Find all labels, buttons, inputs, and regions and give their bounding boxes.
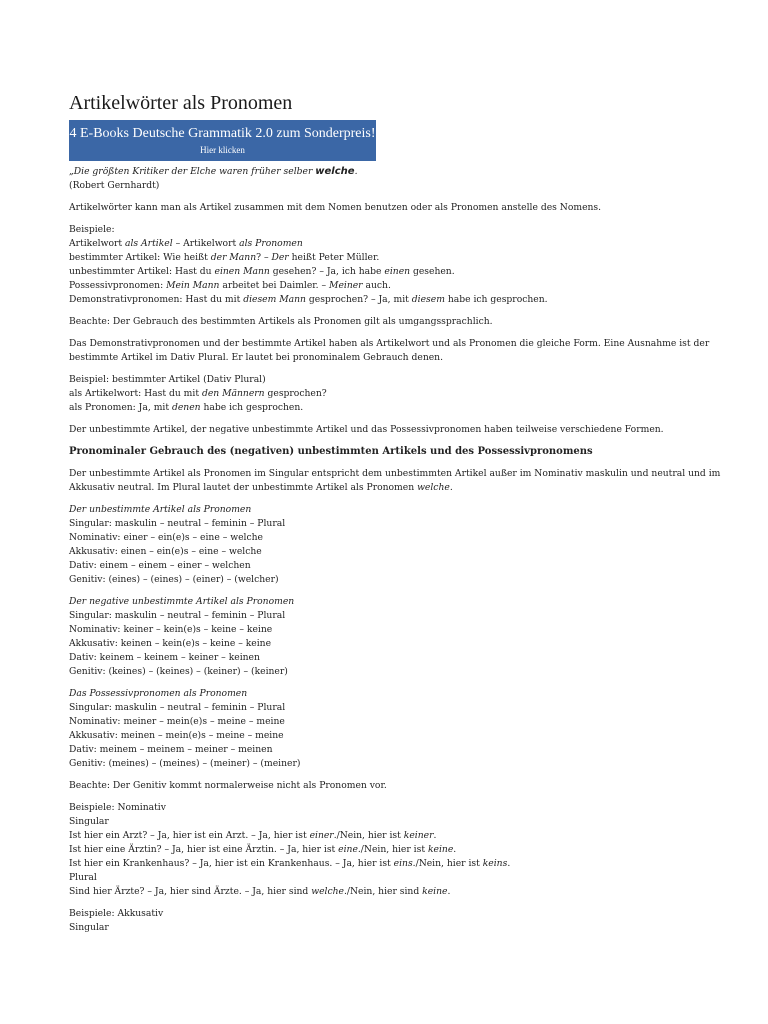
examples-block bbox=[69, 223, 699, 307]
table-row: Singular: maskulin – neutral – feminin – Plural bbox=[69, 610, 286, 621]
examples-accusative bbox=[69, 907, 699, 935]
table-row: Akkusativ: keinen – kein(e)s – keine – keine bbox=[69, 638, 272, 649]
table-row: Nominativ: einer – ein(e)s – eine – welche bbox=[69, 532, 263, 543]
table-row: Nominativ: keiner – kein(e)s – keine – keine bbox=[69, 624, 273, 635]
example-line: Demonstrativpronomen: Hast du mit diesem Mann gesprochen? – Ja, mit diesem habe ich gesprochen. bbox=[69, 294, 548, 305]
example-line: Possessivpronomen: Mein Mann arbeitet bei Daimler. – Meiner auch. bbox=[69, 280, 391, 291]
number-label: Plural bbox=[69, 872, 97, 883]
text-line: Der unbestimmte Artikel als Pronomen im Singular entspricht dem unbestimmten Artikel außer im Nominativ maskulin und neutral und im bbox=[69, 468, 721, 479]
note-genitive: Beachte: Der Genitiv kommt normalerweise nicht als Pronomen vor. bbox=[69, 780, 387, 791]
examples-heading: Beispiele: bbox=[69, 224, 115, 235]
banner-link[interactable]: Hier klicken bbox=[200, 145, 245, 155]
example-line: Ist hier ein Arzt? – Ja, hier ist ein Arzt. – Ja, hier ist einer./Nein, hier ist keiner. bbox=[69, 830, 437, 841]
table-row: Nominativ: meiner – mein(e)s – meine – meine bbox=[69, 716, 285, 727]
indefinite-intro: Der unbestimmte Artikel, der negative unbestimmte Artikel und das Possessivpronomen haben teilweise verschiedene Formen. bbox=[69, 424, 664, 435]
table-row: Dativ: meinem – meinem – meiner – meinen bbox=[69, 744, 273, 755]
text-line: Akkusativ neutral. Im Plural lautet der unbestimmte Artikel als Pronomen welche. bbox=[69, 482, 453, 493]
table-row: Singular: maskulin – neutral – feminin – Plural bbox=[69, 518, 286, 529]
declension-table-negative bbox=[69, 595, 699, 679]
table-title: Der unbestimmte Artikel als Pronomen bbox=[69, 504, 252, 515]
table-row: Akkusativ: einen – ein(e)s – eine – welche bbox=[69, 546, 262, 557]
quote-highlight: welche bbox=[315, 166, 355, 177]
text-line: bestimmte Artikel im Dativ Plural. Er lautet bei pronominalem Gebrauch denen. bbox=[69, 352, 444, 363]
table-row: Akkusativ: meinen – mein(e)s – meine – meine bbox=[69, 730, 284, 741]
table-row: Genitiv: (keines) – (keines) – (keiner) – (keiner) bbox=[69, 666, 288, 677]
quote-end: . bbox=[354, 166, 358, 177]
demonstrative-paragraph bbox=[69, 337, 710, 365]
examples-heading: Beispiele: Nominativ bbox=[69, 802, 166, 813]
note-paragraph: Beachte: Der Gebrauch des bestimmten Artikels als Pronomen gilt als umgangssprachlich. bbox=[69, 316, 493, 327]
table-row: Dativ: keinem – keinem – keiner – keinen bbox=[69, 652, 260, 663]
examples-nominative bbox=[69, 801, 699, 899]
table-title: Das Possessivpronomen als Pronomen bbox=[69, 688, 248, 699]
example-line: Ist hier ein Krankenhaus? – Ja, hier ist ein Krankenhaus. – Ja, hier ist eins./Nein, hier ist keins. bbox=[69, 858, 511, 869]
section-heading: Pronominaler Gebrauch des (negativen) unbestimmten Artikels und des Possessivpronomens bbox=[69, 446, 593, 457]
example-line: unbestimmter Artikel: Hast du einen Mann gesehen? – Ja, ich habe einen gesehen. bbox=[69, 266, 455, 277]
table-row: Genitiv: (meines) – (meines) – (meiner) – (meiner) bbox=[69, 758, 301, 769]
example-line: Sind hier Ärzte? – Ja, hier sind Ärzte. – Ja, hier sind welche./Nein, hier sind keine. bbox=[69, 886, 451, 897]
example-line: als Artikelwort: Hast du mit den Männern gesprochen? bbox=[69, 388, 327, 399]
example-line: als Pronomen: Ja, mit denen habe ich gesprochen. bbox=[69, 402, 304, 413]
declension-table-indefinite bbox=[69, 503, 699, 587]
example-dative-block bbox=[69, 373, 699, 415]
example-heading: Beispiel: bestimmter Artikel (Dativ Plural) bbox=[69, 374, 266, 385]
article-body bbox=[69, 165, 721, 943]
number-label: Singular bbox=[69, 816, 109, 827]
table-row: Singular: maskulin – neutral – feminin – Plural bbox=[69, 702, 286, 713]
table-title: Der negative unbestimmte Artikel als Pronomen bbox=[69, 596, 295, 607]
page-title: Artikelwörter als Pronomen bbox=[69, 92, 293, 114]
ebook-promo-banner[interactable] bbox=[69, 120, 376, 161]
example-line: bestimmter Artikel: Wie heißt der Mann? – Der heißt Peter Müller. bbox=[69, 252, 380, 263]
banner-headline: 4 E-Books Deutsche Grammatik 2.0 zum Sonderpreis! bbox=[69, 126, 376, 141]
text-line: Das Demonstrativpronomen und der bestimmte Artikel haben als Artikelwort und als Pronomen die gleiche Form. Eine Ausnahme ist der bbox=[69, 338, 710, 349]
quote-text: „Die größten Kritiker der Elche waren früher selber bbox=[69, 166, 316, 177]
intro-paragraph: Artikelwörter kann man als Artikel zusammen mit dem Nomen benutzen oder als Pronomen anstelle des Nomens. bbox=[69, 202, 602, 213]
quote bbox=[69, 165, 699, 193]
number-label: Singular bbox=[69, 922, 109, 933]
declension-table-possessive bbox=[69, 687, 699, 771]
example-line: Artikelwort als Artikel – Artikelwort als Pronomen bbox=[69, 238, 303, 249]
example-line: Ist hier eine Ärztin? – Ja, hier ist eine Ärztin. – Ja, hier ist eine./Nein, hier ist keine. bbox=[69, 844, 457, 855]
table-row: Genitiv: (eines) – (eines) – (einer) – (welcher) bbox=[69, 574, 279, 585]
table-row: Dativ: einem – einem – einer – welchen bbox=[69, 560, 251, 571]
quote-author: (Robert Gernhardt) bbox=[69, 180, 160, 191]
indefinite-paragraph bbox=[69, 467, 721, 495]
examples-heading: Beispiele: Akkusativ bbox=[69, 908, 164, 919]
